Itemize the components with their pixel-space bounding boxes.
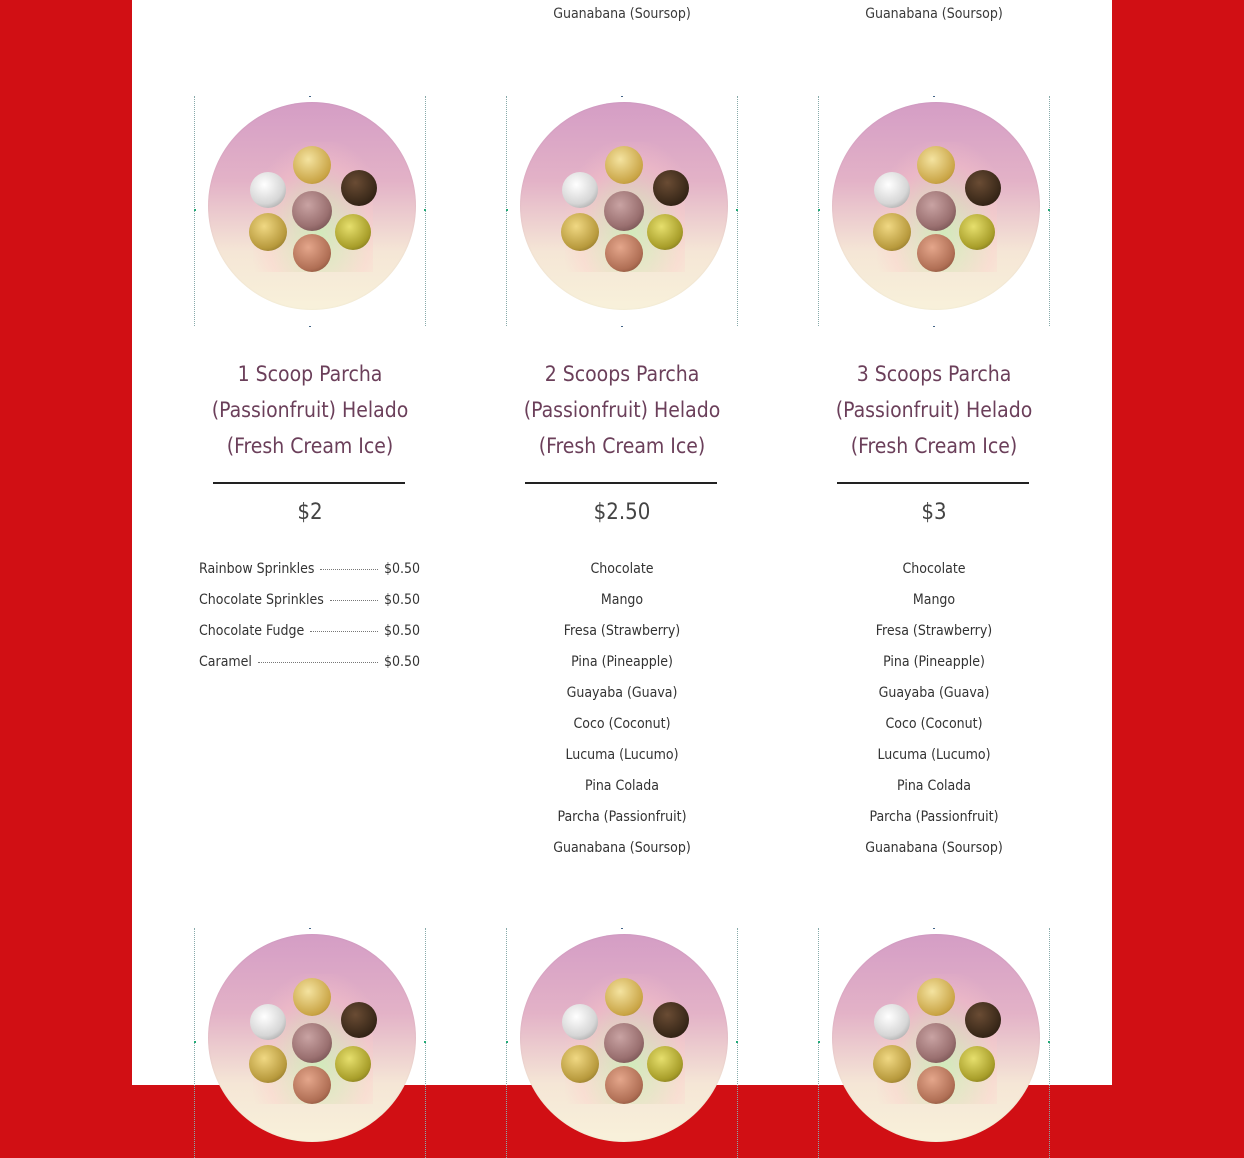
- scoop-image: [647, 1046, 683, 1082]
- scoop-image: [959, 214, 995, 250]
- scoop-image: [605, 146, 643, 184]
- flavor-item: Coco (Coconut): [885, 716, 983, 732]
- scoop-image: [341, 170, 377, 206]
- flavor-item: Guanabana (Soursop): [553, 6, 691, 22]
- scoop-image: [653, 170, 689, 206]
- flavor-list: [506, 561, 738, 871]
- flavor-item: Fresa (Strawberry): [563, 623, 681, 639]
- flavor-item: Lucuma (Lucumo): [877, 747, 991, 763]
- scoop-image: [604, 1023, 644, 1063]
- item-price: $2.50: [593, 500, 651, 525]
- dot-leader: [320, 569, 378, 570]
- scoop-image: [250, 1004, 286, 1040]
- scoop-image: [293, 1066, 331, 1104]
- scoop-image: [917, 146, 955, 184]
- flavor-item: Chocolate: [902, 561, 966, 577]
- ice-cream-dish-image: [832, 934, 1040, 1142]
- scoop-image: [292, 191, 332, 231]
- ice-cream-dish-image: [520, 934, 728, 1142]
- scoop-image: [292, 1023, 332, 1063]
- flavor-item: Mango: [912, 592, 956, 608]
- scoop-image: [250, 172, 286, 208]
- product-image[interactable]: [818, 96, 1050, 326]
- addon-name: Rainbow Sprinkles: [199, 561, 315, 577]
- scoop-image: [917, 978, 955, 1016]
- flavor-item: Guayaba (Guava): [878, 685, 990, 701]
- scoop-image: [604, 191, 644, 231]
- flavor-item: Chocolate: [590, 561, 654, 577]
- scoop-image: [873, 1045, 911, 1083]
- item-title: 2 Scoops Parcha (Passionfruit) Helado (Fresh Cream Ice): [523, 362, 721, 458]
- flavor-item: Pina Colada: [897, 778, 971, 794]
- divider: [525, 482, 717, 484]
- flavor-item: Pina (Pineapple): [883, 654, 985, 670]
- scoop-image: [561, 1045, 599, 1083]
- scoop-image: [293, 234, 331, 272]
- flavor-item: Pina Colada: [585, 778, 659, 794]
- addon-name: Caramel: [199, 654, 252, 670]
- product-image[interactable]: [194, 928, 426, 1158]
- addon-price: $0.50: [383, 561, 420, 577]
- divider: [837, 482, 1029, 484]
- ice-cream-dish-image: [208, 102, 416, 310]
- item-price: $3: [921, 500, 947, 525]
- product-image[interactable]: [506, 96, 738, 326]
- scoop-image: [562, 1004, 598, 1040]
- scoop-image: [874, 1004, 910, 1040]
- product-image[interactable]: [194, 96, 426, 326]
- flavor-item: Pina (Pineapple): [571, 654, 673, 670]
- addon-price: $0.50: [383, 654, 420, 670]
- scoop-image: [874, 172, 910, 208]
- scoop-image: [917, 1066, 955, 1104]
- scoop-image: [917, 234, 955, 272]
- flavor-item: Parcha (Passionfruit): [557, 809, 687, 825]
- scoop-image: [916, 1023, 956, 1063]
- ice-cream-dish-image: [208, 934, 416, 1142]
- scoop-image: [293, 978, 331, 1016]
- item-title: 1 Scoop Parcha (Passionfruit) Helado (Fresh Cream Ice): [211, 362, 409, 458]
- scoop-image: [293, 146, 331, 184]
- item-title: 3 Scoops Parcha (Passionfruit) Helado (Fresh Cream Ice): [835, 362, 1033, 458]
- ice-cream-dish-image: [520, 102, 728, 310]
- item-price: $2: [297, 500, 323, 525]
- flavor-item: Parcha (Passionfruit): [869, 809, 999, 825]
- addon-row: [199, 561, 420, 592]
- dot-leader: [258, 662, 378, 663]
- scoop-image: [605, 234, 643, 272]
- flavor-item: Guanabana (Soursop): [865, 6, 1003, 22]
- dot-leader: [330, 600, 378, 601]
- scoop-image: [959, 1046, 995, 1082]
- addon-name: Chocolate Sprinkles: [199, 592, 324, 608]
- product-image[interactable]: [818, 928, 1050, 1158]
- scoop-image: [647, 214, 683, 250]
- scoop-image: [965, 170, 1001, 206]
- addon-row: [199, 592, 420, 623]
- addon-name: Chocolate Fudge: [199, 623, 305, 639]
- flavor-list: [818, 561, 1050, 871]
- scoop-image: [653, 1002, 689, 1038]
- addon-price: $0.50: [383, 623, 420, 639]
- dot-leader: [310, 631, 378, 632]
- divider: [213, 482, 405, 484]
- menu-page: [132, 0, 1112, 1085]
- flavor-item: Mango: [600, 592, 644, 608]
- flavor-item: Lucuma (Lucumo): [565, 747, 679, 763]
- scoop-image: [965, 1002, 1001, 1038]
- flavor-item: Fresa (Strawberry): [875, 623, 993, 639]
- scoop-image: [873, 213, 911, 251]
- addon-price: $0.50: [383, 592, 420, 608]
- addon-row: [199, 654, 420, 685]
- addon-list: [199, 561, 420, 685]
- addon-row: [199, 623, 420, 654]
- scoop-image: [249, 213, 287, 251]
- scoop-image: [561, 213, 599, 251]
- flavor-item: Guanabana (Soursop): [553, 840, 691, 856]
- product-image[interactable]: [506, 928, 738, 1158]
- flavor-item: Guayaba (Guava): [566, 685, 678, 701]
- scoop-image: [335, 214, 371, 250]
- scoop-image: [562, 172, 598, 208]
- scoop-image: [335, 1046, 371, 1082]
- scoop-image: [341, 1002, 377, 1038]
- scoop-image: [916, 191, 956, 231]
- scoop-image: [605, 978, 643, 1016]
- flavor-item: Coco (Coconut): [573, 716, 671, 732]
- flavor-item: Guanabana (Soursop): [865, 840, 1003, 856]
- scoop-image: [605, 1066, 643, 1104]
- ice-cream-dish-image: [832, 102, 1040, 310]
- scoop-image: [249, 1045, 287, 1083]
